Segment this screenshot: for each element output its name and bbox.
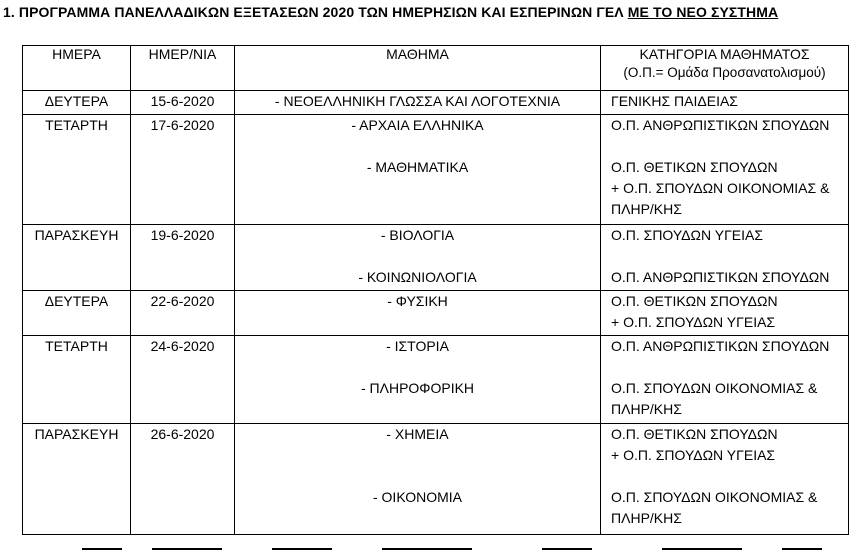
subject-cell: - ΜΑΘΗΜΑΤΙΚΑ <box>366 159 469 175</box>
subject-cell: - ΒΙΟΛΟΓΙΑ <box>380 227 455 243</box>
category-cell: Ο.Π. ΘΕΤΙΚΩΝ ΣΠΟΥΔΩΝ <box>611 426 778 442</box>
date-cell: 24-6-2020 <box>150 338 215 354</box>
table-row <box>23 225 849 291</box>
day-cell: ΠΑΡΑΣΚΕΥΗ <box>34 227 119 243</box>
subject-cell: - ΧΗΜΕΙΑ <box>386 426 449 442</box>
table-row <box>23 424 849 535</box>
day-cell: ΤΕΤΑΡΤΗ <box>45 117 108 133</box>
category-cell: + Ο.Π. ΣΠΟΥΔΩΝ ΥΓΕΙΑΣ <box>611 447 776 463</box>
category-cell: Ο.Π. ΑΝΘΡΩΠΙΣΤΙΚΩΝ ΣΠΟΥΔΩΝ <box>611 117 830 133</box>
category-cell: Ο.Π. ΑΝΘΡΩΠΙΣΤΙΚΩΝ ΣΠΟΥΔΩΝ <box>611 269 830 285</box>
header-date: ΗΜΕΡ/ΝΙΑ <box>131 46 235 91</box>
subject-cell: - ΦΥΣΙΚΗ <box>387 293 448 309</box>
day-cell: ΔΕΥΤΕΡΑ <box>44 293 109 309</box>
cut-off-next-line <box>22 548 848 558</box>
title-main: 1. ΠΡΟΓΡΑΜΜΑ ΠΑΝΕΛΛΑΔΙΚΩΝ ΕΞΕΤΑΣΕΩΝ 2020 ΤΩΝ ΗΜΕΡΗΣΙΩΝ ΚΑΙ ΕΣΠΕΡΙΝΩΝ ΓΕΛ <box>3 4 624 20</box>
header-category-note: (Ο.Π.= Ομάδα Προσανατολισμού) <box>623 65 826 80</box>
date-cell: 19-6-2020 <box>150 227 215 243</box>
category-cell: + Ο.Π. ΣΠΟΥΔΩΝ ΟΙΚΟΝΟΜΙΑΣ & <box>611 180 830 196</box>
date-cell: 26-6-2020 <box>150 426 215 442</box>
category-cell: Ο.Π. ΣΠΟΥΔΩΝ ΥΓΕΙΑΣ <box>611 227 764 243</box>
subject-cell: - ΟΙΚΟΝΟΜΙΑ <box>372 489 463 505</box>
day-cell: ΠΑΡΑΣΚΕΥΗ <box>34 426 119 442</box>
category-cell: + Ο.Π. ΣΠΟΥΔΩΝ ΥΓΕΙΑΣ <box>611 314 776 330</box>
table-row <box>23 115 849 225</box>
subject-cell: - ΚΟΙΝΩΝΙΟΛΟΓΙΑ <box>358 269 477 285</box>
category-cell: ΠΛΗΡ/ΚΗΣ <box>611 401 682 417</box>
table-row <box>23 336 849 424</box>
subject-cell: - ΑΡΧΑΙΑ ΕΛΛΗΝΙΚΑ <box>351 117 484 133</box>
header-category-label: ΚΑΤΗΓΟΡΙΑ ΜΑΘΗΜΑΤΟΣ <box>639 46 810 62</box>
table-header-row <box>23 46 849 91</box>
exam-schedule-table <box>22 45 849 535</box>
header-subject: ΜΑΘΗΜΑ <box>235 46 601 91</box>
table-row <box>23 291 849 336</box>
category-cell: ΓΕΝΙΚΗΣ ΠΑΙΔΕΙΑΣ <box>611 93 738 109</box>
category-cell: ΠΛΗΡ/ΚΗΣ <box>611 201 682 217</box>
category-cell: Ο.Π. ΣΠΟΥΔΩΝ ΟΙΚΟΝΟΜΙΑΣ & <box>611 380 818 396</box>
category-cell: Ο.Π. ΘΕΤΙΚΩΝ ΣΠΟΥΔΩΝ <box>611 159 778 175</box>
day-cell: ΤΕΤΑΡΤΗ <box>45 338 108 354</box>
date-cell: 22-6-2020 <box>150 293 215 309</box>
title-underlined: ΜΕ ΤΟ ΝΕΟ ΣΥΣΤΗΜΑ <box>627 4 779 20</box>
table-row <box>23 91 849 115</box>
category-cell: Ο.Π. ΣΠΟΥΔΩΝ ΟΙΚΟΝΟΜΙΑΣ & <box>611 489 818 505</box>
category-cell: Ο.Π. ΘΕΤΙΚΩΝ ΣΠΟΥΔΩΝ <box>611 293 778 309</box>
day-cell: ΔΕΥΤΕΡΑ <box>44 93 109 109</box>
header-day: ΗΜΕΡΑ <box>23 46 131 91</box>
subject-cell: - ΙΣΤΟΡΙΑ <box>386 338 449 354</box>
category-cell: ΠΛΗΡ/ΚΗΣ <box>611 510 682 526</box>
date-cell: 17-6-2020 <box>150 117 215 133</box>
subject-cell: - ΝΕΟΕΛΛΗΝΙΚΗ ΓΛΩΣΣΑ ΚΑΙ ΛΟΓΟΤΕΧΝΙΑ <box>274 93 561 109</box>
header-category <box>601 46 849 91</box>
date-cell: 15-6-2020 <box>150 93 215 109</box>
document-title <box>3 4 778 20</box>
category-cell: Ο.Π. ΑΝΘΡΩΠΙΣΤΙΚΩΝ ΣΠΟΥΔΩΝ <box>611 338 830 354</box>
subject-cell: - ΠΛΗΡΟΦΟΡΙΚΗ <box>360 380 475 396</box>
